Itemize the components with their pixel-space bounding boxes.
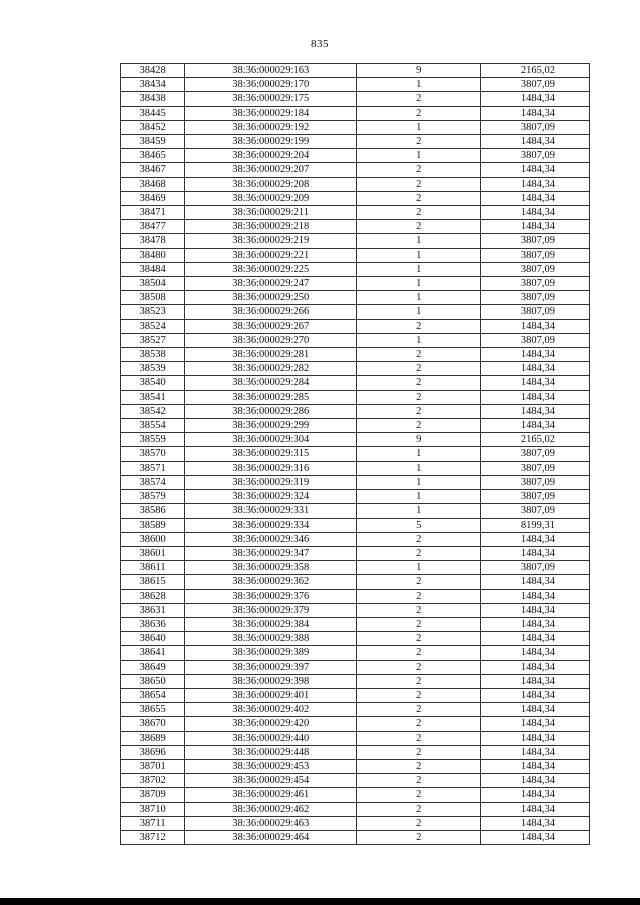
row-number-cell: 38600	[121, 532, 185, 546]
row-number-cell: 38650	[121, 674, 185, 688]
row-number-cell: 38480	[121, 248, 185, 262]
cadastral-number-cell: 38:36:000029:462	[185, 802, 357, 816]
table-row	[121, 688, 590, 702]
amount-cell: 1484,34	[481, 135, 590, 149]
cadastral-number-cell: 38:36:000029:284	[185, 376, 357, 390]
count-cell: 2	[357, 632, 481, 646]
amount-cell: 1484,34	[481, 830, 590, 844]
row-number-cell: 38471	[121, 206, 185, 220]
amount-cell: 1484,34	[481, 603, 590, 617]
row-number-cell: 38631	[121, 603, 185, 617]
count-cell: 2	[357, 589, 481, 603]
cadastral-number-cell: 38:36:000029:207	[185, 163, 357, 177]
row-number-cell: 38504	[121, 277, 185, 291]
amount-cell: 3807,09	[481, 291, 590, 305]
row-number-cell: 38655	[121, 703, 185, 717]
cadastral-number-cell: 38:36:000029:199	[185, 135, 357, 149]
cadastral-number-cell: 38:36:000029:208	[185, 177, 357, 191]
cadastral-number-cell: 38:36:000029:388	[185, 632, 357, 646]
amount-cell: 1484,34	[481, 688, 590, 702]
table-row	[121, 518, 590, 532]
row-number-cell: 38554	[121, 419, 185, 433]
table-row	[121, 816, 590, 830]
amount-cell: 1484,34	[481, 404, 590, 418]
table-row	[121, 759, 590, 773]
row-number-cell: 38670	[121, 717, 185, 731]
amount-cell: 1484,34	[481, 319, 590, 333]
count-cell: 2	[357, 106, 481, 120]
row-number-cell: 38709	[121, 788, 185, 802]
table-row	[121, 191, 590, 205]
cadastral-number-cell: 38:36:000029:163	[185, 64, 357, 78]
count-cell: 1	[357, 149, 481, 163]
count-cell: 2	[357, 376, 481, 390]
amount-cell: 1484,34	[481, 589, 590, 603]
cadastral-number-cell: 38:36:000029:464	[185, 830, 357, 844]
table-row	[121, 830, 590, 844]
table-row	[121, 78, 590, 92]
count-cell: 2	[357, 362, 481, 376]
table-row	[121, 504, 590, 518]
amount-cell: 3807,09	[481, 305, 590, 319]
cadastral-number-cell: 38:36:000029:420	[185, 717, 357, 731]
amount-cell: 1484,34	[481, 788, 590, 802]
table-row	[121, 92, 590, 106]
row-number-cell: 38484	[121, 262, 185, 276]
table-row	[121, 291, 590, 305]
row-number-cell: 38542	[121, 404, 185, 418]
amount-cell: 3807,09	[481, 447, 590, 461]
table-row	[121, 362, 590, 376]
row-number-cell: 38523	[121, 305, 185, 319]
amount-cell: 1484,34	[481, 674, 590, 688]
amount-cell: 1484,34	[481, 106, 590, 120]
count-cell: 2	[357, 830, 481, 844]
count-cell: 2	[357, 348, 481, 362]
cadastral-number-cell: 38:36:000029:281	[185, 348, 357, 362]
count-cell: 1	[357, 490, 481, 504]
footer-rule	[0, 898, 640, 905]
amount-cell: 1484,34	[481, 660, 590, 674]
count-cell: 1	[357, 78, 481, 92]
row-number-cell: 38571	[121, 461, 185, 475]
cadastral-number-cell: 38:36:000029:282	[185, 362, 357, 376]
amount-cell: 1484,34	[481, 717, 590, 731]
row-number-cell: 38459	[121, 135, 185, 149]
row-number-cell: 38711	[121, 816, 185, 830]
row-number-cell: 38434	[121, 78, 185, 92]
cadastral-number-cell: 38:36:000029:463	[185, 816, 357, 830]
count-cell: 1	[357, 333, 481, 347]
amount-cell: 1484,34	[481, 362, 590, 376]
amount-cell: 3807,09	[481, 475, 590, 489]
table-row	[121, 475, 590, 489]
amount-cell: 1484,34	[481, 348, 590, 362]
count-cell: 2	[357, 816, 481, 830]
amount-cell: 3807,09	[481, 262, 590, 276]
count-cell: 2	[357, 717, 481, 731]
count-cell: 1	[357, 291, 481, 305]
cadastral-number-cell: 38:36:000029:285	[185, 390, 357, 404]
count-cell: 9	[357, 433, 481, 447]
amount-cell: 3807,09	[481, 234, 590, 248]
count-cell: 2	[357, 419, 481, 433]
cadastral-number-cell: 38:36:000029:170	[185, 78, 357, 92]
table-row	[121, 163, 590, 177]
row-number-cell: 38689	[121, 731, 185, 745]
count-cell: 1	[357, 248, 481, 262]
count-cell: 2	[357, 575, 481, 589]
count-cell: 1	[357, 234, 481, 248]
count-cell: 2	[357, 802, 481, 816]
table-row	[121, 603, 590, 617]
amount-cell: 1484,34	[481, 731, 590, 745]
cadastral-number-cell: 38:36:000029:175	[185, 92, 357, 106]
row-number-cell: 38589	[121, 518, 185, 532]
table-row	[121, 532, 590, 546]
count-cell: 2	[357, 532, 481, 546]
cadastral-number-cell: 38:36:000029:225	[185, 262, 357, 276]
row-number-cell: 38468	[121, 177, 185, 191]
row-number-cell: 38438	[121, 92, 185, 106]
table-row	[121, 390, 590, 404]
row-number-cell: 38469	[121, 191, 185, 205]
row-number-cell: 38649	[121, 660, 185, 674]
count-cell: 2	[357, 745, 481, 759]
table-row	[121, 319, 590, 333]
table-row	[121, 447, 590, 461]
amount-cell: 1484,34	[481, 163, 590, 177]
cadastral-number-cell: 38:36:000029:299	[185, 419, 357, 433]
row-number-cell: 38477	[121, 220, 185, 234]
amount-cell: 1484,34	[481, 632, 590, 646]
count-cell: 2	[357, 404, 481, 418]
count-cell: 2	[357, 759, 481, 773]
count-cell: 1	[357, 475, 481, 489]
table-row	[121, 234, 590, 248]
count-cell: 2	[357, 92, 481, 106]
row-number-cell: 38640	[121, 632, 185, 646]
table-row	[121, 376, 590, 390]
table-row	[121, 206, 590, 220]
row-number-cell: 38702	[121, 774, 185, 788]
cadastral-number-cell: 38:36:000029:266	[185, 305, 357, 319]
table-row	[121, 617, 590, 631]
count-cell: 2	[357, 617, 481, 631]
cadastral-number-cell: 38:36:000029:204	[185, 149, 357, 163]
table-row	[121, 64, 590, 78]
amount-cell: 1484,34	[481, 546, 590, 560]
row-number-cell: 38524	[121, 319, 185, 333]
table-row	[121, 788, 590, 802]
amount-cell: 8199,31	[481, 518, 590, 532]
row-number-cell: 38539	[121, 362, 185, 376]
table-row	[121, 561, 590, 575]
cadastral-number-cell: 38:36:000029:453	[185, 759, 357, 773]
count-cell: 1	[357, 504, 481, 518]
amount-cell: 1484,34	[481, 376, 590, 390]
table-row	[121, 461, 590, 475]
cadastral-number-cell: 38:36:000029:347	[185, 546, 357, 560]
cadastral-number-cell: 38:36:000029:334	[185, 518, 357, 532]
table-row	[121, 589, 590, 603]
amount-cell: 1484,34	[481, 206, 590, 220]
table-row	[121, 106, 590, 120]
table-body	[121, 64, 590, 845]
data-table	[120, 63, 590, 845]
amount-cell: 1484,34	[481, 774, 590, 788]
cadastral-number-cell: 38:36:000029:331	[185, 504, 357, 518]
row-number-cell: 38540	[121, 376, 185, 390]
table-row	[121, 731, 590, 745]
count-cell: 2	[357, 788, 481, 802]
table-row	[121, 646, 590, 660]
cadastral-number-cell: 38:36:000029:270	[185, 333, 357, 347]
amount-cell: 3807,09	[481, 504, 590, 518]
amount-cell: 1484,34	[481, 177, 590, 191]
amount-cell: 3807,09	[481, 277, 590, 291]
count-cell: 1	[357, 120, 481, 134]
page-number: 835	[311, 38, 329, 50]
cadastral-number-cell: 38:36:000029:448	[185, 745, 357, 759]
cadastral-number-cell: 38:36:000029:304	[185, 433, 357, 447]
row-number-cell: 38601	[121, 546, 185, 560]
cadastral-number-cell: 38:36:000029:362	[185, 575, 357, 589]
table-row	[121, 674, 590, 688]
row-number-cell: 38712	[121, 830, 185, 844]
table-row	[121, 802, 590, 816]
table-row	[121, 703, 590, 717]
table-row	[121, 404, 590, 418]
table-row	[121, 262, 590, 276]
amount-cell: 3807,09	[481, 333, 590, 347]
row-number-cell: 38538	[121, 348, 185, 362]
row-number-cell: 38574	[121, 475, 185, 489]
count-cell: 1	[357, 277, 481, 291]
cadastral-number-cell: 38:36:000029:397	[185, 660, 357, 674]
count-cell: 2	[357, 319, 481, 333]
count-cell: 9	[357, 64, 481, 78]
count-cell: 1	[357, 447, 481, 461]
row-number-cell: 38508	[121, 291, 185, 305]
cadastral-number-cell: 38:36:000029:402	[185, 703, 357, 717]
table-row	[121, 348, 590, 362]
cadastral-number-cell: 38:36:000029:346	[185, 532, 357, 546]
count-cell: 1	[357, 262, 481, 276]
amount-cell: 1484,34	[481, 191, 590, 205]
count-cell: 2	[357, 390, 481, 404]
row-number-cell: 38579	[121, 490, 185, 504]
count-cell: 2	[357, 220, 481, 234]
cadastral-number-cell: 38:36:000029:324	[185, 490, 357, 504]
table-row	[121, 120, 590, 134]
cadastral-number-cell: 38:36:000029:358	[185, 561, 357, 575]
cadastral-number-cell: 38:36:000029:250	[185, 291, 357, 305]
cadastral-number-cell: 38:36:000029:389	[185, 646, 357, 660]
cadastral-number-cell: 38:36:000029:315	[185, 447, 357, 461]
cadastral-number-cell: 38:36:000029:398	[185, 674, 357, 688]
table-row	[121, 220, 590, 234]
cadastral-number-cell: 38:36:000029:209	[185, 191, 357, 205]
cadastral-number-cell: 38:36:000029:221	[185, 248, 357, 262]
cadastral-number-cell: 38:36:000029:211	[185, 206, 357, 220]
count-cell: 1	[357, 561, 481, 575]
row-number-cell: 38541	[121, 390, 185, 404]
count-cell: 2	[357, 660, 481, 674]
table-row	[121, 575, 590, 589]
cadastral-number-cell: 38:36:000029:379	[185, 603, 357, 617]
row-number-cell: 38654	[121, 688, 185, 702]
amount-cell: 3807,09	[481, 248, 590, 262]
cadastral-number-cell: 38:36:000029:316	[185, 461, 357, 475]
row-number-cell: 38570	[121, 447, 185, 461]
amount-cell: 1484,34	[481, 745, 590, 759]
count-cell: 1	[357, 305, 481, 319]
amount-cell: 3807,09	[481, 120, 590, 134]
cadastral-number-cell: 38:36:000029:247	[185, 277, 357, 291]
row-number-cell: 38452	[121, 120, 185, 134]
row-number-cell: 38586	[121, 504, 185, 518]
amount-cell: 1484,34	[481, 419, 590, 433]
count-cell: 2	[357, 688, 481, 702]
amount-cell: 1484,34	[481, 816, 590, 830]
cadastral-number-cell: 38:36:000029:319	[185, 475, 357, 489]
row-number-cell: 38527	[121, 333, 185, 347]
cadastral-number-cell: 38:36:000029:192	[185, 120, 357, 134]
table-row	[121, 149, 590, 163]
count-cell: 2	[357, 603, 481, 617]
table-row	[121, 490, 590, 504]
table-row	[121, 333, 590, 347]
count-cell: 2	[357, 674, 481, 688]
count-cell: 2	[357, 646, 481, 660]
row-number-cell: 38428	[121, 64, 185, 78]
row-number-cell: 38465	[121, 149, 185, 163]
amount-cell: 1484,34	[481, 646, 590, 660]
amount-cell: 1484,34	[481, 390, 590, 404]
amount-cell: 3807,09	[481, 461, 590, 475]
count-cell: 2	[357, 731, 481, 745]
count-cell: 2	[357, 206, 481, 220]
amount-cell: 3807,09	[481, 78, 590, 92]
row-number-cell: 38559	[121, 433, 185, 447]
row-number-cell: 38696	[121, 745, 185, 759]
table-row	[121, 277, 590, 291]
table-row	[121, 248, 590, 262]
amount-cell: 1484,34	[481, 703, 590, 717]
cadastral-number-cell: 38:36:000029:461	[185, 788, 357, 802]
table-row	[121, 717, 590, 731]
table-row	[121, 433, 590, 447]
table-row	[121, 135, 590, 149]
count-cell: 2	[357, 177, 481, 191]
table-row	[121, 632, 590, 646]
row-number-cell: 38467	[121, 163, 185, 177]
row-number-cell: 38701	[121, 759, 185, 773]
amount-cell: 2165,02	[481, 433, 590, 447]
count-cell: 2	[357, 135, 481, 149]
amount-cell: 3807,09	[481, 490, 590, 504]
row-number-cell: 38636	[121, 617, 185, 631]
cadastral-number-cell: 38:36:000029:440	[185, 731, 357, 745]
row-number-cell: 38478	[121, 234, 185, 248]
row-number-cell: 38615	[121, 575, 185, 589]
table-row	[121, 177, 590, 191]
amount-cell: 1484,34	[481, 220, 590, 234]
row-number-cell: 38710	[121, 802, 185, 816]
cadastral-number-cell: 38:36:000029:218	[185, 220, 357, 234]
cadastral-number-cell: 38:36:000029:267	[185, 319, 357, 333]
count-cell: 2	[357, 703, 481, 717]
count-cell: 2	[357, 191, 481, 205]
cadastral-number-cell: 38:36:000029:384	[185, 617, 357, 631]
cadastral-number-cell: 38:36:000029:219	[185, 234, 357, 248]
table-row	[121, 745, 590, 759]
amount-cell: 1484,34	[481, 532, 590, 546]
table-row	[121, 660, 590, 674]
cadastral-number-cell: 38:36:000029:454	[185, 774, 357, 788]
row-number-cell: 38641	[121, 646, 185, 660]
amount-cell: 1484,34	[481, 759, 590, 773]
table-row	[121, 774, 590, 788]
row-number-cell: 38445	[121, 106, 185, 120]
count-cell: 1	[357, 461, 481, 475]
row-number-cell: 38628	[121, 589, 185, 603]
amount-cell: 3807,09	[481, 561, 590, 575]
cadastral-number-cell: 38:36:000029:184	[185, 106, 357, 120]
amount-cell: 1484,34	[481, 617, 590, 631]
table-row	[121, 305, 590, 319]
table-row	[121, 546, 590, 560]
amount-cell: 1484,34	[481, 802, 590, 816]
amount-cell: 1484,34	[481, 92, 590, 106]
cadastral-number-cell: 38:36:000029:286	[185, 404, 357, 418]
table-row	[121, 419, 590, 433]
cadastral-number-cell: 38:36:000029:376	[185, 589, 357, 603]
count-cell: 2	[357, 163, 481, 177]
amount-cell: 3807,09	[481, 149, 590, 163]
amount-cell: 2165,02	[481, 64, 590, 78]
count-cell: 2	[357, 774, 481, 788]
count-cell: 2	[357, 546, 481, 560]
cadastral-number-cell: 38:36:000029:401	[185, 688, 357, 702]
amount-cell: 1484,34	[481, 575, 590, 589]
count-cell: 5	[357, 518, 481, 532]
row-number-cell: 38611	[121, 561, 185, 575]
